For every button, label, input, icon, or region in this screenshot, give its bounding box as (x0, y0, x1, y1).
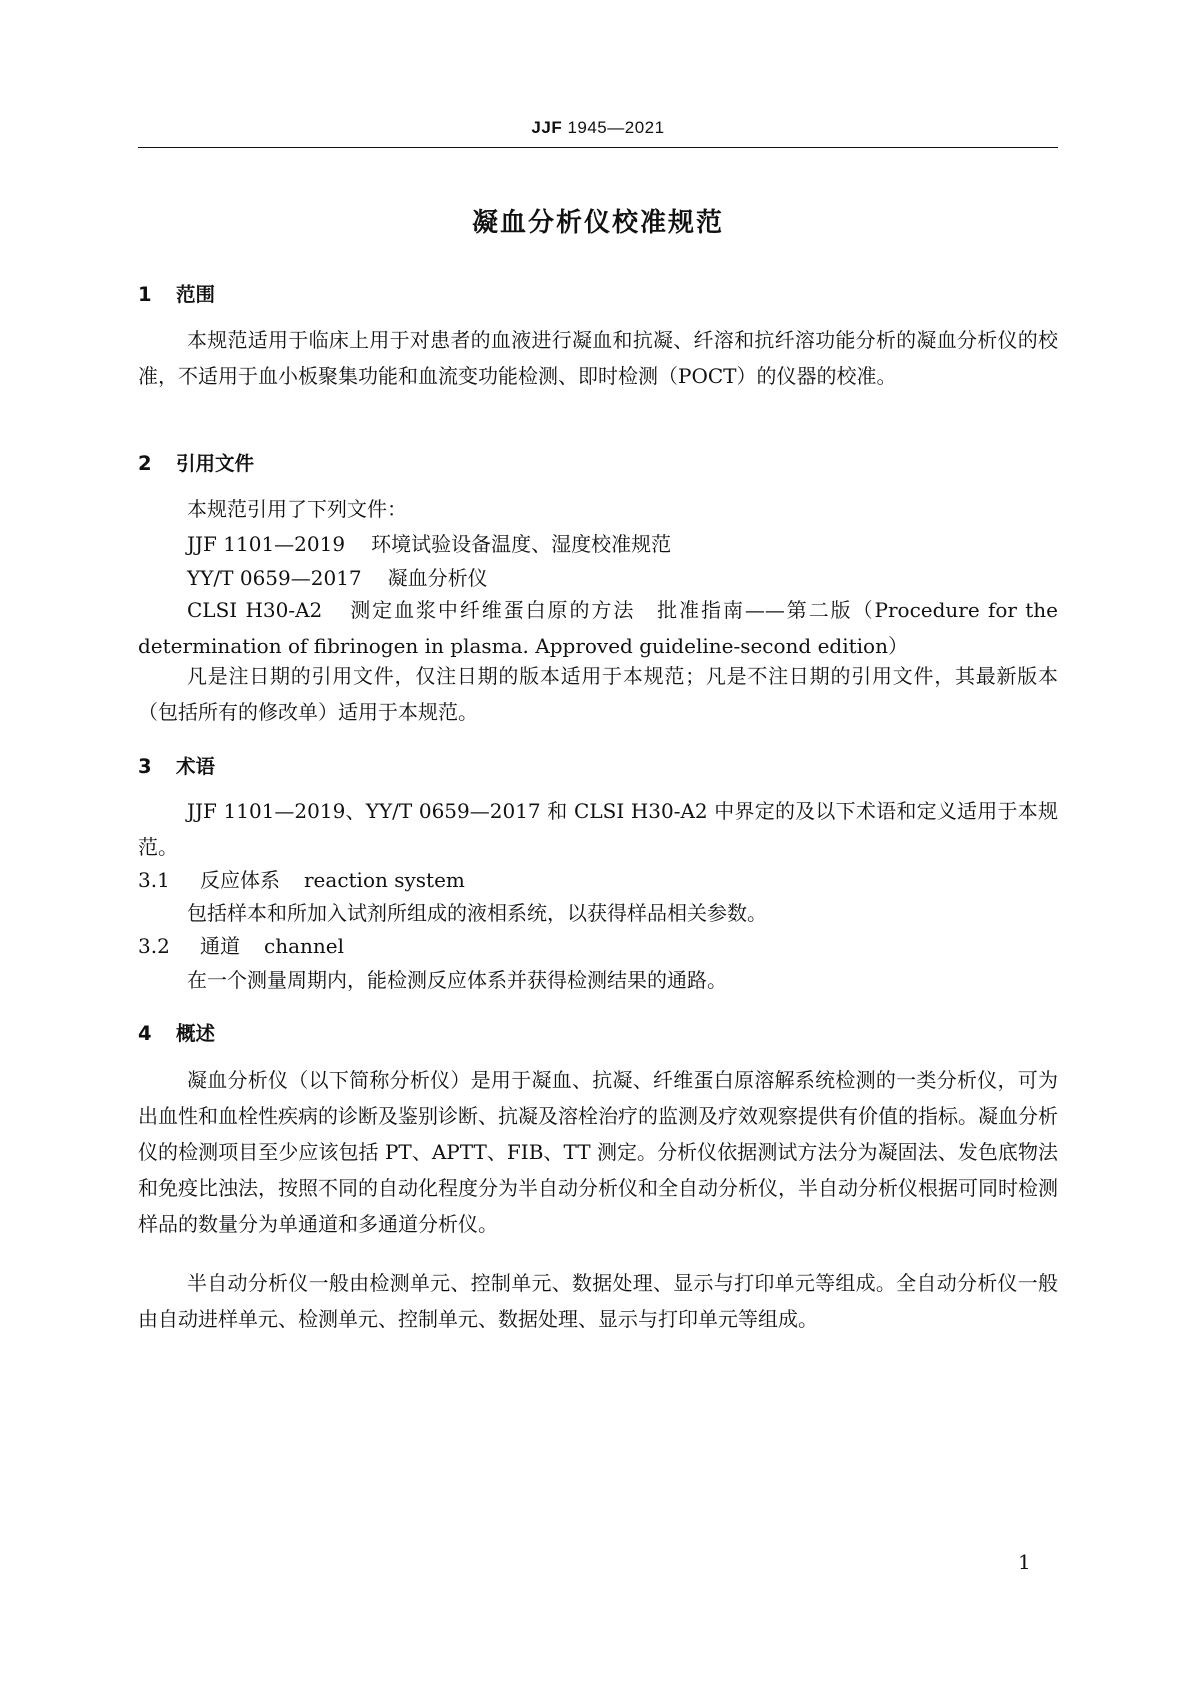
section-2-heading (138, 448, 254, 476)
page-number: 1 (1018, 1550, 1031, 1574)
reference-code: JJF 1101—2019 (187, 532, 346, 556)
header-rule (138, 147, 1058, 148)
section-number: 1 (138, 283, 152, 306)
reference-name: 环境试验设备温度、湿度校准规范 (371, 532, 672, 556)
reference-code: CLSI H30-A2 (187, 598, 323, 622)
section-4-paragraph-1: 凝血分析仪（以下简称分析仪）是用于凝血、抗凝、纤维蛋白原溶解系统检测的一类分析仪，可为出血性和血栓性疾病的诊断及鉴别诊断、抗凝及溶栓治疗的监测及疗效观察提供有价值的指标。凝血分析仪的检测项目至少应该包括 PT、APTT、FIB、TT 测定。分析仪依据测试方法分为凝固法、发色底物法和免疫比浊法，按照不同的自动化程度分为半自动分析仪和全自动分析仪，半自动分析仪根据可同时检测样品的数量分为单通道和多通道分析仪。 (138, 1068, 1058, 1236)
section-4-paragraph-2: 半自动分析仪一般由检测单元、控制单元、数据处理、显示与打印单元等组成。全自动分析仪一般由自动进样单元、检测单元、控制单元、数据处理、显示与打印单元等组成。 (138, 1271, 1058, 1331)
term-zh: 通道 (200, 934, 240, 958)
term-number: 3.2 (138, 934, 170, 958)
section-1-paragraph: 本规范适用于临床上用于对患者的血液进行凝血和抗凝、纤溶和抗纤溶功能分析的凝血分析仪的校准，不适用于血小板聚集功能和血流变功能检测、即时检测（POCT）的仪器的校准。 (138, 328, 1058, 388)
section-number: 2 (138, 452, 152, 475)
reference-code: YY/T 0659—2017 (187, 566, 362, 590)
term-en: reaction system (304, 868, 465, 892)
section-title: 概述 (176, 1022, 216, 1045)
reference-name: 测定血浆中纤维蛋白原的方法 批准指南——第二版（Procedure for the determination of fibrinogen in plasma. Approved guideline-second edition） (138, 598, 1059, 658)
document-title: 凝血分析仪校准规范 (471, 208, 724, 238)
term-number: 3.1 (138, 868, 170, 892)
standard-code: JJF (531, 118, 563, 137)
section-number: 4 (138, 1022, 152, 1045)
section-title: 引用文件 (176, 452, 255, 475)
term-definition: 包括样本和所加入试剂所组成的液相系统，以获得样品相关参数。 (187, 901, 767, 925)
references-intro: 本规范引用了下列文件： (187, 497, 407, 521)
section-1-heading (138, 279, 215, 307)
term-zh: 反应体系 (200, 868, 280, 892)
term-heading (138, 862, 465, 898)
reference-item (187, 526, 671, 562)
standard-number: 1945—2021 (567, 118, 665, 137)
term-definition: 在一个测量周期内，能检测反应体系并获得检测结果的通路。 (187, 968, 727, 992)
section-4-heading (138, 1018, 215, 1046)
term-heading (138, 928, 344, 964)
section-number: 3 (138, 755, 152, 778)
reference-name: 凝血分析仪 (387, 566, 488, 590)
reference-item (138, 592, 1058, 664)
running-header (138, 118, 1058, 138)
reference-item (187, 560, 488, 596)
term-en: channel (264, 934, 344, 958)
section-3-heading (138, 751, 215, 779)
section-title: 范围 (176, 283, 216, 306)
terms-intro: JJF 1101—2019、YY/T 0659—2017 和 CLSI H30-A2 中界定的及以下术语和定义适用于本规范。 (138, 799, 1058, 859)
references-note: 凡是注日期的引用文件，仅注日期的版本适用于本规范；凡是不注日期的引用文件，其最新版本（包括所有的修改单）适用于本规范。 (138, 664, 1058, 724)
section-title: 术语 (176, 755, 216, 778)
